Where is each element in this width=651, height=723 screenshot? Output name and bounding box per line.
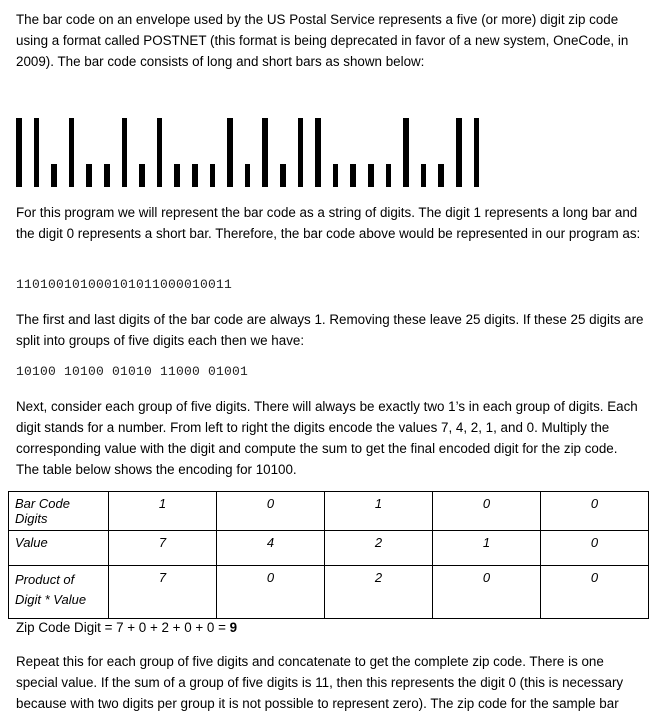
table-cell: 0 [433,566,541,619]
long-bar [474,118,480,187]
short-bar [86,164,92,187]
table-cell: 0 [217,566,325,619]
long-bar [16,118,22,187]
short-bar [280,164,286,187]
repeat-paragraph: Repeat this for each group of five digits and concatenate to get the complete zip code. There is one special value. If the sum of a group of five digits is 11, then this represents the digit 0 (this is necessary because with two digits per group it is not possible to represent zero). The zip code for the sample bar [16,654,624,711]
grouped-digits: 10100 10100 01010 11000 01001 [16,364,249,379]
table-cell: 7 [109,566,217,619]
table-cell: 2 [325,566,433,619]
short-bar [210,164,216,187]
short-bar [139,164,145,187]
long-bar [122,118,128,187]
zip-formula-text: Zip Code Digit = 7 + 0 + 2 + 0 + 0 = [16,620,230,635]
long-bar [69,118,75,187]
split-paragraph: The first and last digits of the bar code are always 1. Removing these leave 25 digits. If these 25 digits are split into groups of five digits each then we have: [16,312,644,348]
short-bar [333,164,339,187]
long-bar [456,118,462,187]
postnet-barcode-image [16,118,496,187]
encoding-table [8,491,649,619]
intro-paragraph: The bar code on an envelope used by the US Postal Service represents a five (or more) digit zip code using a format called POSTNET (this format is being deprecated in favor of a new system, OneCode, in 2009). The bar code consists of long and short bars as shown below: [16,12,629,69]
long-bar [157,118,163,187]
table-cell: 1 [325,492,433,531]
short-bar [386,164,392,187]
short-bar [51,164,57,187]
short-bar [104,164,110,187]
representation-paragraph: For this program we will represent the bar code as a string of digits. The digit 1 represents a long bar and the digit 0 represents a short bar. Therefore, the bar code above would be represented in our program as: [16,205,641,241]
long-bar [298,118,304,187]
table-cell: 1 [109,492,217,531]
table-cell: 7 [109,531,217,566]
short-bar [245,164,251,187]
long-bar [227,118,233,187]
row-label: Bar Code Digits [9,492,109,531]
long-bar [34,118,40,187]
table-cell: 2 [325,531,433,566]
table-cell: 0 [541,531,649,566]
row-label: Value [9,531,109,566]
short-bar [368,164,374,187]
table-row-value [9,531,649,566]
table-row-bar-code-digits [9,492,649,531]
table-cell: 0 [541,566,649,619]
short-bar [192,164,198,187]
long-bar [403,118,409,187]
table-cell: 0 [541,492,649,531]
table-cell: 1 [433,531,541,566]
short-bar [174,164,180,187]
zip-formula-result: 9 [229,620,238,635]
short-bar [421,164,427,187]
zip-digit-formula [16,619,237,637]
table-cell: 0 [433,492,541,531]
row-label: Product of Digit * Value [9,566,109,619]
encoding-paragraph: Next, consider each group of five digits. There will always be exactly two 1’s in each group of digits. Each digit stands for a number. From left to right the digits encode the values 7, 4, 2, 1, and 0. Multiply the corresponding value with the digit and compute the sum to get the final encoded digit for the zip code. The table below shows the encoding for 10100. [16,399,638,477]
barcode-string: 110100101000101011000010011 [16,277,233,292]
table-cell: 4 [217,531,325,566]
long-bar [262,118,268,187]
short-bar [350,164,356,187]
table-row-product [9,566,649,619]
long-bar [315,118,321,187]
short-bar [438,164,444,187]
table-cell: 0 [217,492,325,531]
